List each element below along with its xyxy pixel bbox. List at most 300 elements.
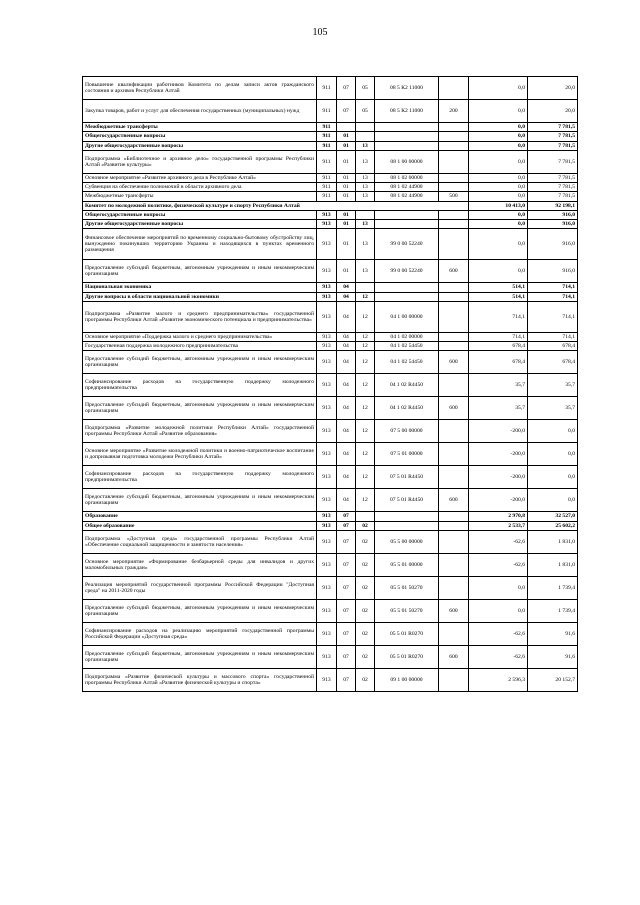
row-name: Предоставление субсидий бюджетным, автономным учреждениям и иным некоммерческим организациям xyxy=(83,645,317,668)
row-section: 01 xyxy=(337,229,356,260)
row-subsection: 13 xyxy=(356,192,375,201)
row-subsection: 13 xyxy=(356,141,375,150)
row-subsection: 13 xyxy=(356,150,375,173)
row-target-article: 99 0 00 52240 xyxy=(375,229,439,260)
row-target-article: 08 1 02 44900 xyxy=(375,192,439,201)
row-expense-type xyxy=(439,530,469,553)
row-subsection: 12 xyxy=(356,351,375,374)
row-ministry: 913 xyxy=(317,332,337,341)
row-sum-2: 0,0 xyxy=(528,466,578,489)
row-target-article: 99 0 00 52240 xyxy=(375,260,439,283)
row-target-article: 05 5 01 00000 xyxy=(375,553,439,576)
table-row xyxy=(83,192,578,201)
row-section: 04 xyxy=(337,292,356,301)
row-ministry: 913 xyxy=(317,420,337,443)
table-row xyxy=(83,123,578,132)
table-row xyxy=(83,332,578,341)
row-section: 04 xyxy=(337,489,356,512)
row-target-article xyxy=(375,283,439,292)
row-subsection: 02 xyxy=(356,576,375,599)
row-name: Образование xyxy=(83,512,317,521)
row-sum-2: 7 781,5 xyxy=(528,150,578,173)
row-subsection: 12 xyxy=(356,466,375,489)
row-subsection: 12 xyxy=(356,332,375,341)
table-row xyxy=(83,530,578,553)
row-sum-2: 32 527,0 xyxy=(528,512,578,521)
row-sum-1: 0,0 xyxy=(469,123,528,132)
row-name: Софинансирование расходов на государственную поддержку молодежного предпринимательства xyxy=(83,374,317,397)
row-target-article xyxy=(375,123,439,132)
row-section: 04 xyxy=(337,351,356,374)
row-sum-1: 0,0 xyxy=(469,141,528,150)
row-sum-2: 1 739,4 xyxy=(528,576,578,599)
row-expense-type: 200 xyxy=(439,100,469,123)
row-target-article: 07 5 01 R4450 xyxy=(375,466,439,489)
row-sum-2: 714,1 xyxy=(528,292,578,301)
row-target-article: 05 5 01 R0270 xyxy=(375,645,439,668)
table-row xyxy=(83,668,578,691)
row-section: 07 xyxy=(337,521,356,530)
row-subsection: 13 xyxy=(356,173,375,182)
table-row xyxy=(83,576,578,599)
row-target-article: 08 1 02 44900 xyxy=(375,183,439,192)
row-expense-type xyxy=(439,521,469,530)
table-row xyxy=(83,210,578,219)
row-section: 04 xyxy=(337,466,356,489)
row-name: Основное мероприятие «Развитие молодежной политики и военно-патриотическое воспитание и допризывная подготовка молодежи Республики Алтай» xyxy=(83,443,317,466)
row-subsection: 12 xyxy=(356,443,375,466)
table-row xyxy=(83,260,578,283)
row-subsection: 12 xyxy=(356,489,375,512)
table-row xyxy=(83,229,578,260)
row-expense-type xyxy=(439,123,469,132)
row-expense-type xyxy=(439,342,469,351)
table-row xyxy=(83,150,578,173)
row-subsection: 05 xyxy=(356,77,375,100)
row-sum-1: 514,1 xyxy=(469,283,528,292)
row-sum-1: -62,6 xyxy=(469,622,528,645)
row-subsection: 13 xyxy=(356,220,375,229)
table-row xyxy=(83,443,578,466)
row-expense-type xyxy=(439,210,469,219)
row-name: Предоставление субсидий бюджетным, автономным учреждениям и иным некоммерческим организациям xyxy=(83,351,317,374)
committee-name: Комитет по молодежной политике, физической культуре и спорту Республики Алтай xyxy=(83,201,469,210)
row-section: 04 xyxy=(337,283,356,292)
row-expense-type xyxy=(439,229,469,260)
table-row xyxy=(83,220,578,229)
table-row xyxy=(83,301,578,332)
row-expense-type xyxy=(439,420,469,443)
row-target-article: 04 1 02 54450 xyxy=(375,351,439,374)
table-row xyxy=(83,77,578,100)
row-ministry: 913 xyxy=(317,210,337,219)
table-row xyxy=(83,489,578,512)
row-section: 07 xyxy=(337,622,356,645)
row-sum-2: 0,0 xyxy=(528,420,578,443)
row-sum-1: 35,7 xyxy=(469,374,528,397)
row-subsection: 02 xyxy=(356,521,375,530)
row-section xyxy=(337,123,356,132)
row-target-article: 05 5 01 50270 xyxy=(375,576,439,599)
row-section: 04 xyxy=(337,342,356,351)
row-target-article: 08 1 00 00000 xyxy=(375,150,439,173)
row-target-article xyxy=(375,512,439,521)
table-row xyxy=(83,141,578,150)
row-sum-2: 714,1 xyxy=(528,283,578,292)
row-expense-type xyxy=(439,622,469,645)
row-target-article: 04 1 02 54450 xyxy=(375,342,439,351)
row-sum-1: -200,0 xyxy=(469,443,528,466)
row-sum-2: 916,0 xyxy=(528,210,578,219)
row-sum-2: 20 152,7 xyxy=(528,668,578,691)
row-section: 01 xyxy=(337,132,356,141)
row-sum-1: 678,4 xyxy=(469,342,528,351)
row-expense-type xyxy=(439,292,469,301)
row-ministry: 913 xyxy=(317,301,337,332)
row-name: Предоставление субсидий бюджетным, автономным учреждениям и иным некоммерческим организациям xyxy=(83,599,317,622)
row-sum-2: 7 781,5 xyxy=(528,183,578,192)
row-subsection: 02 xyxy=(356,645,375,668)
row-sum-1: 0,0 xyxy=(469,150,528,173)
row-expense-type xyxy=(439,220,469,229)
row-subsection: 12 xyxy=(356,397,375,420)
row-name: Субвенция на обеспечение полномочий в области архивного дела xyxy=(83,183,317,192)
row-section: 04 xyxy=(337,397,356,420)
row-section: 01 xyxy=(337,260,356,283)
row-section: 04 xyxy=(337,301,356,332)
row-target-article xyxy=(375,132,439,141)
row-sum-2: 0,0 xyxy=(528,489,578,512)
row-ministry: 913 xyxy=(317,292,337,301)
row-sum-1: 0,0 xyxy=(469,220,528,229)
row-subsection: 12 xyxy=(356,342,375,351)
row-sum-2: 7 781,5 xyxy=(528,141,578,150)
row-sum-1: 2 596,3 xyxy=(469,668,528,691)
row-ministry: 911 xyxy=(317,183,337,192)
row-sum-2: 35,7 xyxy=(528,397,578,420)
row-sum-1: -62,6 xyxy=(469,530,528,553)
row-subsection xyxy=(356,283,375,292)
row-sum-1: 0,0 xyxy=(469,599,528,622)
row-ministry: 913 xyxy=(317,260,337,283)
table-row xyxy=(83,342,578,351)
row-name: Предоставление субсидий бюджетным, автономным учреждениям и иным некоммерческим организациям xyxy=(83,489,317,512)
row-target-article: 04 1 00 00000 xyxy=(375,301,439,332)
row-section: 04 xyxy=(337,420,356,443)
row-ministry: 913 xyxy=(317,489,337,512)
row-section: 07 xyxy=(337,576,356,599)
row-ministry: 911 xyxy=(317,100,337,123)
row-name: Предоставление субсидий бюджетным, автономным учреждениям и иным некоммерческим организациям xyxy=(83,397,317,420)
row-target-article: 05 5 01 50270 xyxy=(375,599,439,622)
row-target-article xyxy=(375,220,439,229)
row-subsection xyxy=(356,123,375,132)
row-sum-1: 35,7 xyxy=(469,397,528,420)
row-sum-2: 916,0 xyxy=(528,229,578,260)
row-section: 01 xyxy=(337,210,356,219)
row-name: Повышение квалификации работников Комитета по делам записи актов гражданского состояния и архивов Республики Алтай xyxy=(83,77,317,100)
table-row xyxy=(83,292,578,301)
row-target-article: 08 5 К2 11000 xyxy=(375,100,439,123)
row-subsection: 13 xyxy=(356,183,375,192)
row-ministry: 911 xyxy=(317,173,337,182)
row-sum-1: 0,0 xyxy=(469,576,528,599)
row-ministry: 911 xyxy=(317,77,337,100)
committee-sum-1: 10 413,0 xyxy=(469,201,528,210)
row-sum-1: 0,0 xyxy=(469,210,528,219)
row-subsection: 12 xyxy=(356,420,375,443)
row-ministry: 913 xyxy=(317,645,337,668)
row-target-article xyxy=(375,141,439,150)
row-ministry: 913 xyxy=(317,351,337,374)
row-sum-2: 0,0 xyxy=(528,443,578,466)
row-name: Основное мероприятие «Развитие архивного дела в Республике Алтай» xyxy=(83,173,317,182)
row-ministry: 913 xyxy=(317,668,337,691)
row-expense-type xyxy=(439,553,469,576)
row-sum-1: 0,0 xyxy=(469,173,528,182)
table-row xyxy=(83,521,578,530)
row-name: Софинансирование расходов на реализацию мероприятий государственной программы Российской Федерации «Доступная среда» xyxy=(83,622,317,645)
row-name: Общегосударственные вопросы xyxy=(83,210,317,219)
row-ministry: 913 xyxy=(317,512,337,521)
row-name: Общее образование xyxy=(83,521,317,530)
row-section: 07 xyxy=(337,645,356,668)
row-target-article: 07 5 01 R4450 xyxy=(375,489,439,512)
table-row xyxy=(83,622,578,645)
row-section: 07 xyxy=(337,599,356,622)
row-sum-1: 714,1 xyxy=(469,332,528,341)
row-name: Подпрограмма «Библиотечное и архивное дело» государственной программы Республики Алтай «Развитие культуры» xyxy=(83,150,317,173)
row-expense-type xyxy=(439,512,469,521)
row-name: Предоставление субсидий бюджетным, автономным учреждениям и иным некоммерческим организациям xyxy=(83,260,317,283)
row-subsection xyxy=(356,512,375,521)
row-expense-type xyxy=(439,301,469,332)
row-expense-type: 600 xyxy=(439,489,469,512)
table-row xyxy=(83,645,578,668)
row-name: Софинансирование расходов на государственную поддержку молодежного предпринимательства xyxy=(83,466,317,489)
row-sum-2: 678,4 xyxy=(528,351,578,374)
row-sum-1: 0,0 xyxy=(469,260,528,283)
row-sum-2: 916,0 xyxy=(528,220,578,229)
table-row xyxy=(83,553,578,576)
row-name: Закупка товаров, работ и услуг для обеспечения государственных (муниципальных) нужд xyxy=(83,100,317,123)
page-number: 105 xyxy=(312,27,328,38)
row-subsection: 13 xyxy=(356,229,375,260)
table-row xyxy=(83,420,578,443)
row-expense-type: 600 xyxy=(439,397,469,420)
row-ministry: 913 xyxy=(317,443,337,466)
row-sum-2: 1 831,0 xyxy=(528,530,578,553)
table-row xyxy=(83,512,578,521)
table-row xyxy=(83,374,578,397)
row-sum-1: 2 970,8 xyxy=(469,512,528,521)
table-row xyxy=(83,283,578,292)
row-ministry: 911 xyxy=(317,141,337,150)
row-target-article: 04 1 02 00000 xyxy=(375,332,439,341)
row-ministry: 911 xyxy=(317,192,337,201)
row-expense-type: 600 xyxy=(439,599,469,622)
row-name: Другие общегосударственные вопросы xyxy=(83,141,317,150)
row-target-article: 05 5 01 R0270 xyxy=(375,622,439,645)
row-section: 01 xyxy=(337,192,356,201)
row-sum-1: 2 533,7 xyxy=(469,521,528,530)
row-name: Основное мероприятие «Формирование безбарьерной среды для инвалидов и других маломобильных граждан» xyxy=(83,553,317,576)
row-section: 01 xyxy=(337,183,356,192)
row-subsection: 02 xyxy=(356,622,375,645)
row-sum-1: -200,0 xyxy=(469,420,528,443)
row-sum-1: 0,0 xyxy=(469,100,528,123)
row-sum-2: 7 781,5 xyxy=(528,173,578,182)
row-expense-type xyxy=(439,77,469,100)
row-subsection: 13 xyxy=(356,260,375,283)
row-name: Подпрограмма «Доступная среда» государственной программы Республики Алтай «Обеспечение социальной защищенности и занятости населения» xyxy=(83,530,317,553)
row-name: Основное мероприятие «Поддержка малого и среднего предпринимательства» xyxy=(83,332,317,341)
row-ministry: 913 xyxy=(317,599,337,622)
row-sum-2: 678,4 xyxy=(528,342,578,351)
row-target-article: 07 5 01 00000 xyxy=(375,443,439,466)
row-ministry: 913 xyxy=(317,229,337,260)
row-target-article xyxy=(375,521,439,530)
row-subsection xyxy=(356,210,375,219)
row-target-article: 04 1 02 R4450 xyxy=(375,374,439,397)
row-ministry: 911 xyxy=(317,132,337,141)
row-expense-type xyxy=(439,141,469,150)
row-ministry: 913 xyxy=(317,397,337,420)
row-expense-type xyxy=(439,374,469,397)
row-subsection: 02 xyxy=(356,530,375,553)
row-subsection: 02 xyxy=(356,599,375,622)
row-ministry: 913 xyxy=(317,576,337,599)
row-sum-2: 20,0 xyxy=(528,77,578,100)
table-row xyxy=(83,132,578,141)
row-sum-2: 91,6 xyxy=(528,645,578,668)
row-name: Общегосударственные вопросы xyxy=(83,132,317,141)
row-section: 04 xyxy=(337,374,356,397)
row-expense-type: 500 xyxy=(439,192,469,201)
row-target-article xyxy=(375,210,439,219)
row-subsection: 02 xyxy=(356,553,375,576)
table-row xyxy=(83,173,578,182)
row-sum-1: -200,0 xyxy=(469,489,528,512)
row-expense-type xyxy=(439,132,469,141)
row-section: 04 xyxy=(337,332,356,341)
row-name: Межбюджетные трансферты xyxy=(83,123,317,132)
row-sum-1: -62,6 xyxy=(469,645,528,668)
row-sum-2: 7 781,5 xyxy=(528,192,578,201)
row-sum-1: 0,0 xyxy=(469,77,528,100)
row-expense-type xyxy=(439,466,469,489)
table-row xyxy=(83,599,578,622)
row-subsection: 12 xyxy=(356,292,375,301)
table-row xyxy=(83,351,578,374)
row-subsection: 12 xyxy=(356,301,375,332)
row-ministry: 913 xyxy=(317,220,337,229)
row-subsection xyxy=(356,132,375,141)
table-row xyxy=(83,466,578,489)
row-ministry: 913 xyxy=(317,283,337,292)
row-sum-1: -200,0 xyxy=(469,466,528,489)
row-name: Подпрограмма «Развитие молодежной политики Республики Алтай» государственной программы Республики Алтай «Развитие образования» xyxy=(83,420,317,443)
row-expense-type xyxy=(439,173,469,182)
row-name: Другие общегосударственные вопросы xyxy=(83,220,317,229)
row-sum-1: 714,1 xyxy=(469,301,528,332)
row-sum-2: 7 781,5 xyxy=(528,132,578,141)
table-row xyxy=(83,397,578,420)
row-sum-1: 678,4 xyxy=(469,351,528,374)
row-sum-2: 7 781,5 xyxy=(528,123,578,132)
row-ministry: 911 xyxy=(317,123,337,132)
row-target-article xyxy=(375,292,439,301)
row-expense-type xyxy=(439,150,469,173)
row-ministry: 913 xyxy=(317,521,337,530)
row-section: 01 xyxy=(337,173,356,182)
row-section: 01 xyxy=(337,141,356,150)
row-sum-2: 91,6 xyxy=(528,622,578,645)
row-name: Финансовое обеспечение мероприятий по временному социально-бытовому обустройству лиц, вынужденно покинувших территорию Украины и находящихся в пунктах временного размещения xyxy=(83,229,317,260)
row-sum-1: 0,0 xyxy=(469,183,528,192)
row-target-article: 08 5 К2 11000 xyxy=(375,77,439,100)
row-target-article: 07 5 00 00000 xyxy=(375,420,439,443)
row-sum-2: 916,0 xyxy=(528,260,578,283)
row-ministry: 913 xyxy=(317,374,337,397)
row-sum-2: 714,1 xyxy=(528,301,578,332)
row-ministry: 913 xyxy=(317,553,337,576)
row-expense-type: 600 xyxy=(439,260,469,283)
row-ministry: 913 xyxy=(317,530,337,553)
row-section: 01 xyxy=(337,220,356,229)
row-ministry: 911 xyxy=(317,150,337,173)
row-section: 07 xyxy=(337,530,356,553)
row-section: 07 xyxy=(337,668,356,691)
row-ministry: 913 xyxy=(317,466,337,489)
row-sum-1: 0,0 xyxy=(469,192,528,201)
table-row xyxy=(83,183,578,192)
row-name: Подпрограмма «Развитие физической культуры и массового спорта» государственной программы Республики Алтай «Развитие физической культуры и спорта» xyxy=(83,668,317,691)
row-target-article: 04 1 02 R4450 xyxy=(375,397,439,420)
row-sum-2: 714,1 xyxy=(528,332,578,341)
committee-row xyxy=(83,201,578,210)
row-section: 07 xyxy=(337,553,356,576)
row-ministry: 913 xyxy=(317,622,337,645)
row-expense-type: 600 xyxy=(439,645,469,668)
row-expense-type xyxy=(439,283,469,292)
row-sum-2: 25 602,2 xyxy=(528,521,578,530)
row-expense-type xyxy=(439,443,469,466)
row-sum-1: 0,0 xyxy=(469,132,528,141)
row-sum-1: -62,6 xyxy=(469,553,528,576)
row-expense-type: 600 xyxy=(439,351,469,374)
row-section: 07 xyxy=(337,512,356,521)
committee-sum-2: 92 198,1 xyxy=(528,201,578,210)
row-section: 01 xyxy=(337,150,356,173)
row-section: 04 xyxy=(337,443,356,466)
row-expense-type xyxy=(439,668,469,691)
row-section: 07 xyxy=(337,77,356,100)
row-sum-2: 35,7 xyxy=(528,374,578,397)
row-subsection: 02 xyxy=(356,668,375,691)
row-section: 07 xyxy=(337,100,356,123)
row-sum-2: 20,0 xyxy=(528,100,578,123)
row-sum-1: 514,1 xyxy=(469,292,528,301)
row-subsection: 12 xyxy=(356,374,375,397)
row-name: Реализация мероприятий государственной программы Российской Федерации "Доступная среда" на 2011-2020 годы xyxy=(83,576,317,599)
table-row xyxy=(83,100,578,123)
row-sum-1: 0,0 xyxy=(469,229,528,260)
row-name: Национальная экономика xyxy=(83,283,317,292)
row-expense-type xyxy=(439,332,469,341)
row-sum-2: 1 739,4 xyxy=(528,599,578,622)
row-expense-type xyxy=(439,576,469,599)
